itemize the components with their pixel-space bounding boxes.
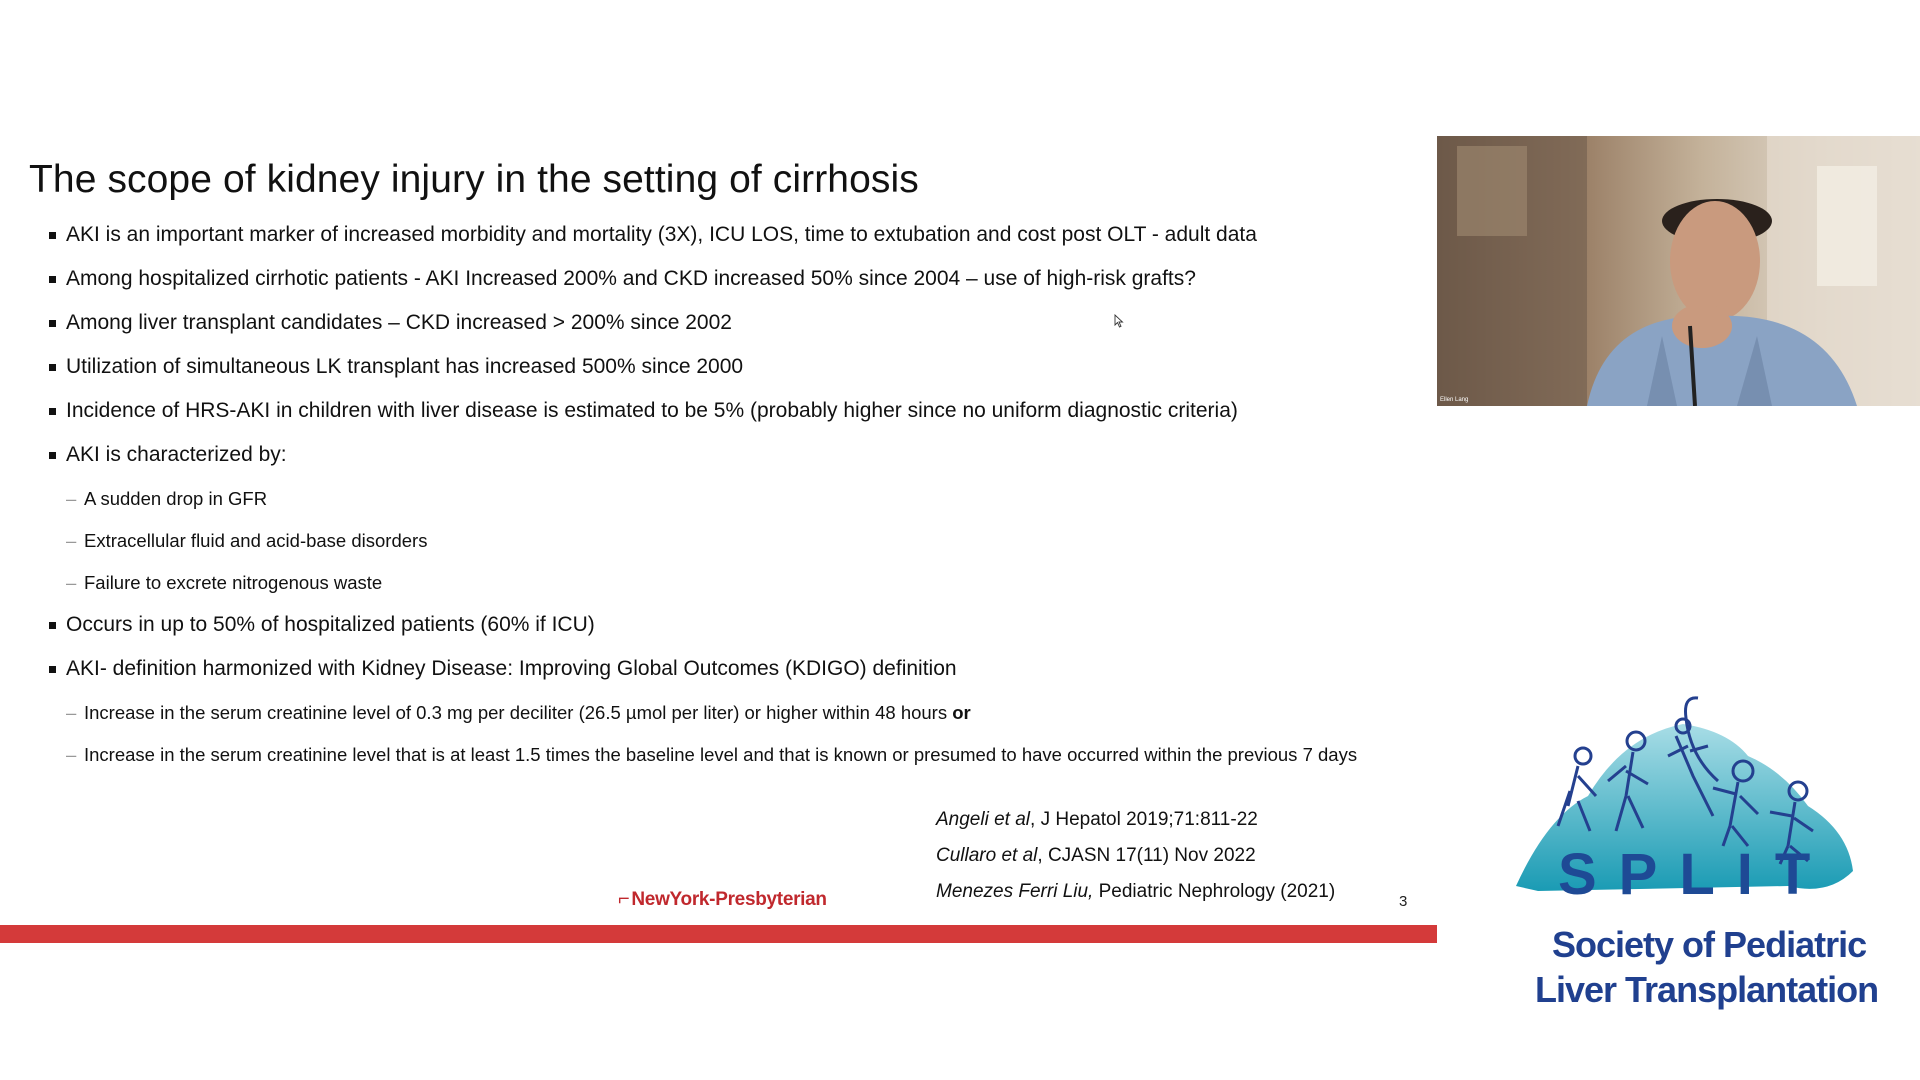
- slide-title: The scope of kidney injury in the setting of cirrhosis: [29, 158, 919, 201]
- bullet-item: [48, 442, 1418, 468]
- sub-bullet-item: [48, 528, 1418, 554]
- dash-marker: –: [66, 572, 77, 593]
- sub-bullet-text: Increase in the serum creatinine level that is at least 1.5 times the baseline level and that is known or presumed to have occurred within the previous 7 days: [84, 744, 1358, 765]
- nyp-mark-icon: ⌐: [618, 888, 630, 910]
- participant-name-label: Ellen Lang: [1440, 397, 1469, 403]
- reference-author: Menezes Ferri Liu,: [936, 881, 1094, 902]
- bullet-item: [48, 612, 1418, 638]
- reference-item: [936, 802, 1335, 838]
- newyork-presbyterian-logo: [618, 888, 827, 911]
- sub-bullet-item: [48, 700, 1418, 726]
- bullet-item: [48, 354, 1418, 380]
- bullet-text: AKI is an important marker of increased morbidity and mortality (3X), ICU LOS, time to extubation and cost post OLT - adult data: [66, 223, 1257, 246]
- bullet-text: Incidence of HRS-AKI in children with liver disease is estimated to be 5% (probably higher since no uniform diagnostic criteria): [66, 399, 1238, 422]
- bullet-text: Among hospitalized cirrhotic patients - AKI Increased 200% and CKD increased 50% since 2004 – use of high-risk grafts?: [66, 267, 1196, 290]
- sub-bullet-item: [48, 486, 1418, 512]
- sub-bullet-text: Extracellular fluid and acid-base disorders: [84, 530, 428, 551]
- participant-video-tile[interactable]: [1437, 136, 1920, 406]
- reference-item: [936, 838, 1335, 874]
- participant-video-frame: [1437, 136, 1920, 406]
- reference-citation: Pediatric Nephrology (2021): [1093, 881, 1336, 902]
- reference-citation: , J Hepatol 2019;71:811-22: [1030, 809, 1258, 830]
- bullet-list: [48, 222, 1418, 783]
- sub-bullet-item: [48, 742, 1364, 767]
- dash-marker: –: [66, 702, 77, 723]
- bullet-item: [48, 266, 1418, 292]
- footer-accent-bar: [0, 925, 1437, 943]
- mouse-cursor-icon: [1114, 314, 1124, 328]
- reference-author: Cullaro et al: [936, 845, 1038, 866]
- bullet-text: AKI is characterized by:: [66, 443, 287, 466]
- sub-bullet-item: [48, 570, 1418, 596]
- bullet-item: [48, 398, 1418, 424]
- slide-number: 3: [1399, 893, 1408, 910]
- bullet-text: Utilization of simultaneous LK transplant has increased 500% since 2000: [66, 355, 744, 378]
- nyp-logo-text: NewYork-Presbyterian: [631, 888, 827, 910]
- sub-bullet-text: Increase in the serum creatinine level of 0.3 mg per deciliter (26.5 µmol per liter) or higher within 48 hours: [84, 702, 948, 723]
- bullet-text: Among liver transplant candidates – CKD increased > 200% since 2002: [66, 311, 732, 334]
- split-acronym: SPLIT: [1558, 842, 1833, 907]
- dash-marker: –: [66, 744, 77, 765]
- sub-bullet-text: A sudden drop in GFR: [84, 488, 268, 509]
- split-logo: [1508, 696, 1858, 1016]
- bullet-text: AKI- definition harmonized with Kidney Disease: Improving Global Outcomes (KDIGO) definition: [66, 657, 957, 680]
- bullet-item: [48, 310, 1418, 336]
- references: [936, 802, 1335, 910]
- reference-author: Angeli et al: [936, 809, 1031, 830]
- split-name-line2: Liver Transplantation: [1535, 969, 1879, 1010]
- bullet-text: Occurs in up to 50% of hospitalized patients (60% if ICU): [66, 613, 595, 636]
- reference-item: [936, 874, 1335, 910]
- reference-citation: , CJASN 17(11) Nov 2022: [1037, 845, 1256, 866]
- sub-bullet-text: Failure to excrete nitrogenous waste: [84, 572, 383, 593]
- dash-marker: –: [66, 488, 77, 509]
- bold-or: or: [952, 702, 971, 723]
- bullet-item: [48, 222, 1418, 248]
- dash-marker: –: [66, 530, 77, 551]
- bullet-item: [48, 656, 1418, 682]
- split-name-line1: Society of Pediatric: [1552, 924, 1867, 965]
